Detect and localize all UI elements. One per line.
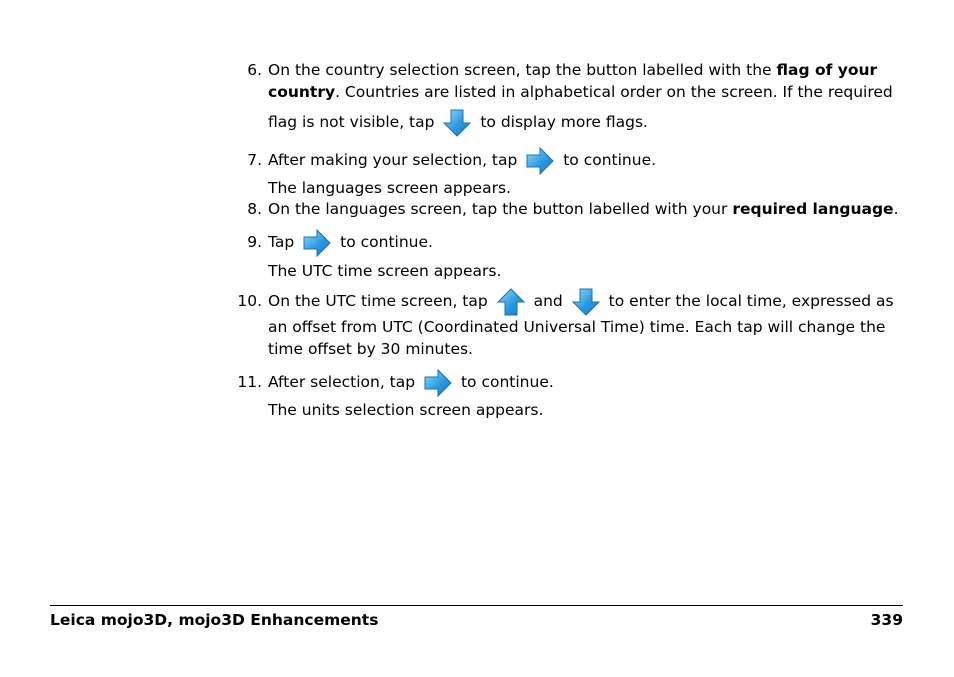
- step-10-line-1: [268, 286, 894, 317]
- step-text: . Countries are listed in alphabetical order on the screen. If the required: [335, 83, 893, 101]
- step-number: 8.: [247, 200, 262, 218]
- step-number: 10.: [237, 292, 262, 310]
- step-6-line-3: [268, 107, 648, 138]
- step-10-line-2: an offset from UTC (Coordinated Universal Time) time. Each tap will change the: [268, 318, 886, 336]
- step-number: 6.: [247, 61, 262, 79]
- step-bold-text: flag of your: [776, 61, 878, 79]
- right-arrow-icon: [302, 228, 332, 258]
- step-10-line-3: time offset by 30 minutes.: [268, 340, 473, 358]
- step-text: to enter the local time, expressed as: [608, 292, 894, 310]
- step-7-note: The languages screen appears.: [268, 179, 511, 197]
- step-number: 9.: [247, 233, 262, 251]
- step-text: flag is not visible, tap: [268, 113, 435, 131]
- step-6-line-2: [268, 81, 893, 103]
- step-text: After making your selection, tap: [268, 151, 518, 169]
- down-arrow-icon: [571, 287, 601, 317]
- step-11-note: The units selection screen appears.: [268, 401, 544, 419]
- step-number: 7.: [247, 151, 262, 169]
- page-number: 339: [870, 611, 903, 629]
- step-text: to continue.: [563, 151, 657, 169]
- right-arrow-icon: [525, 146, 555, 176]
- step-text: to display more flags.: [480, 113, 648, 131]
- footer-divider: [50, 605, 903, 606]
- step-text: Tap: [268, 233, 295, 251]
- step-7-line-1: [268, 145, 656, 176]
- step-text: and: [533, 292, 563, 310]
- step-9-note: The UTC time screen appears.: [268, 262, 502, 280]
- step-text: After selection, tap: [268, 373, 416, 391]
- step-text: On the languages screen, tap the button labelled with your: [268, 200, 733, 218]
- down-arrow-icon: [442, 108, 472, 138]
- up-arrow-icon: [496, 287, 526, 317]
- step-text: .: [893, 200, 899, 218]
- step-number: 11.: [237, 373, 262, 391]
- step-11-line-1: [268, 367, 554, 398]
- footer-title: Leica mojo3D, mojo3D Enhancements: [50, 611, 379, 629]
- step-8-line-1: [268, 198, 899, 220]
- step-6-line-1: [268, 59, 877, 81]
- step-text: On the UTC time screen, tap: [268, 292, 488, 310]
- step-9-line-1: [268, 227, 433, 258]
- step-text: to continue.: [340, 233, 433, 251]
- step-text: On the country selection screen, tap the button labelled with the: [268, 61, 777, 79]
- step-text: to continue.: [460, 373, 554, 391]
- right-arrow-icon: [423, 368, 453, 398]
- step-bold-text: required language: [732, 200, 894, 218]
- step-bold-text: country: [268, 83, 336, 101]
